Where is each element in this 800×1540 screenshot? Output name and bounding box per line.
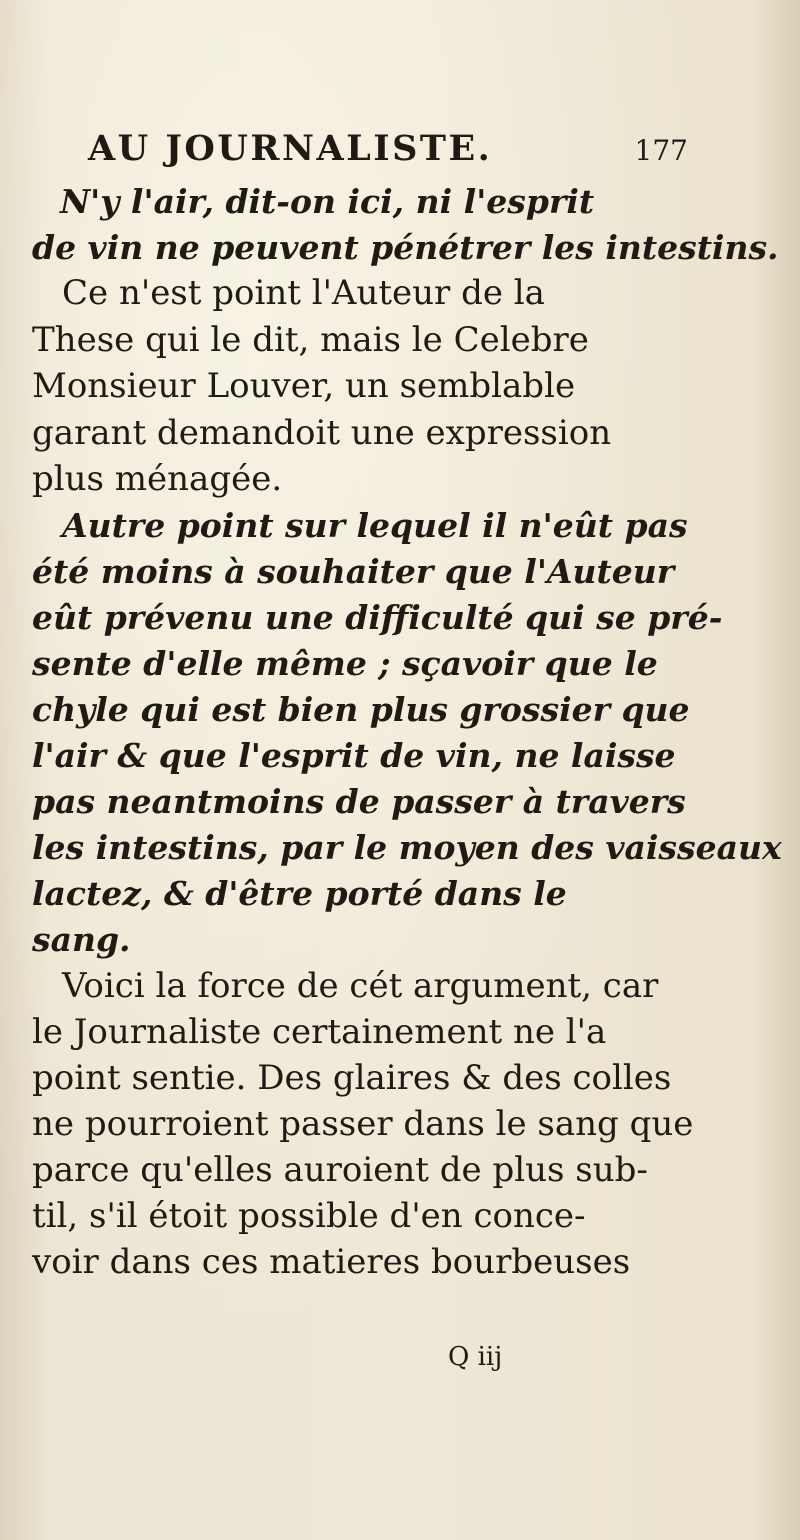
text-line: lactez, & d'être porté dans le [32, 874, 567, 913]
text-line: Ce n'est point l'Auteur de la [62, 273, 545, 313]
text-line: Voici la force de cét argument, car [62, 966, 659, 1006]
text-line: le Journaliste certainement ne l'a [32, 1012, 607, 1052]
text-line: Autre point sur lequel il n'eût pas [62, 506, 688, 545]
text-line: plus ménagée. [32, 459, 283, 499]
text-line: sang. [32, 920, 131, 959]
page-number: 177 [634, 134, 688, 167]
text-line: les intestins, par le moyen des vaisseaux [32, 828, 782, 867]
text-line: Monsieur Louver, un semblable [32, 366, 576, 406]
text-line: garant demandoit une expression [32, 413, 612, 453]
text-line: parce qu'elles auroient de plus sub- [32, 1150, 648, 1190]
text-line: chyle qui est bien plus grossier que [32, 690, 690, 729]
signature-mark: Q iij [448, 1342, 503, 1372]
text-line: til, s'il étoit possible d'en conce- [32, 1196, 586, 1236]
text-line: l'air & que l'esprit de vin, ne laisse [32, 736, 676, 775]
text-line: pas neantmoins de passer à travers [32, 782, 686, 821]
text-line: sente d'elle même ; sçavoir que le [32, 644, 658, 683]
text-line: ne pourroient passer dans le sang que [32, 1104, 694, 1144]
text-line: N'y l'air, dit-on ici, ni l'esprit [60, 182, 595, 221]
text-line: voir dans ces matieres bourbeuses [32, 1242, 631, 1282]
text-line: These qui le dit, mais le Celebre [32, 320, 589, 360]
text-line: eût prévenu une difficulté qui se pré- [32, 598, 723, 637]
page-header [88, 128, 688, 176]
text-line: été moins à souhaiter que l'Auteur [32, 552, 675, 591]
text-line: de vin ne peuvent pénétrer les intestins. [32, 228, 779, 267]
running-head: AU JOURNALISTE. [88, 128, 493, 169]
text-line: point sentie. Des glaires & des colles [32, 1058, 672, 1098]
